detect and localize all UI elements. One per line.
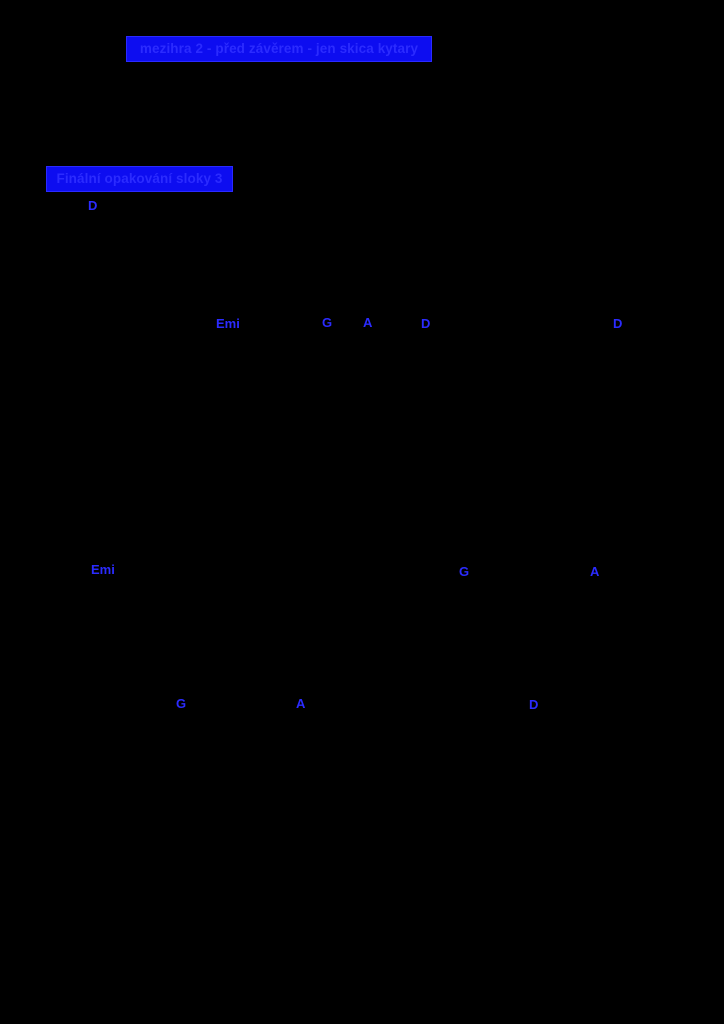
chord-symbol: G	[459, 564, 470, 579]
chord-symbol: D	[88, 198, 98, 213]
section-header-label: Finální opakování sloky 3	[56, 171, 223, 187]
section-header-final-opakovani-sloky-3	[46, 166, 233, 192]
chord-symbol: Emi	[91, 562, 115, 577]
chord-symbol: D	[421, 316, 431, 331]
chord-symbol: G	[176, 696, 187, 711]
section-header-label: mezihra 2 - před závěrem - jen skica kytary	[139, 41, 419, 57]
chord-symbol: A	[590, 564, 600, 579]
chord-symbol: D	[613, 316, 623, 331]
chord-symbol: G	[322, 315, 333, 330]
section-header-mezihra-2	[126, 36, 432, 62]
chord-symbol: A	[363, 315, 373, 330]
chord-symbol: D	[529, 697, 539, 712]
chord-symbol: Emi	[216, 316, 240, 331]
chord-symbol: A	[296, 696, 306, 711]
